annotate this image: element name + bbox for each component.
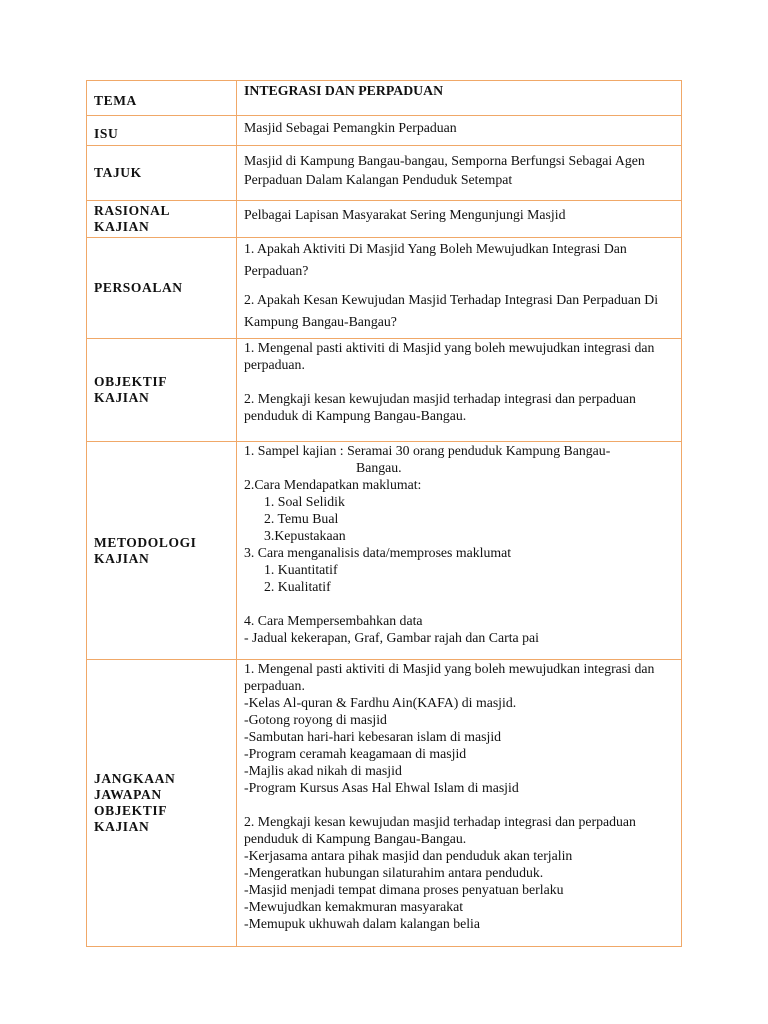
label-rasional-line2: KAJIAN bbox=[94, 219, 150, 234]
label-tema: TEMA bbox=[87, 81, 237, 116]
label-rasional bbox=[87, 201, 237, 238]
metodologi-analisis-item: 2. Kualitatif bbox=[264, 579, 331, 594]
research-table bbox=[86, 80, 682, 947]
spacer bbox=[244, 796, 675, 813]
label-metodologi bbox=[87, 442, 237, 660]
jangkaan-obj2-title: 2. Mengkaji kesan kewujudan masjid terhadap integrasi dan perpaduan penduduk di Kampung Bangau-Bangau. bbox=[244, 814, 636, 846]
label-objektif bbox=[87, 339, 237, 442]
label-objektif-line1: OBJEKTIF bbox=[94, 374, 168, 389]
metodologi-sampel-cont: Bangau. bbox=[356, 460, 402, 475]
row-tema bbox=[87, 81, 682, 116]
metodologi-sampel: 1. Sampel kajian : Seramai 30 orang penduduk Kampung Bangau- bbox=[244, 443, 611, 458]
jangkaan-obj1-item: -Kelas Al-quran & Fardhu Ain(KAFA) di masjid. bbox=[244, 695, 517, 710]
objektif-item-1: 1. Mengenal pasti aktiviti di Masjid yang boleh mewujudkan integrasi dan perpaduan. bbox=[244, 340, 655, 372]
row-tajuk bbox=[87, 146, 682, 201]
value-tema: INTEGRASI DAN PERPADUAN bbox=[237, 81, 682, 116]
jangkaan-obj2-item: -Kerjasama antara pihak masjid dan penduduk akan terjalin bbox=[244, 848, 573, 863]
metodologi-cara-item: 3.Kepustakaan bbox=[264, 528, 346, 543]
value-rasional: Pelbagai Lapisan Masyarakat Sering Mengunjungi Masjid bbox=[237, 201, 682, 238]
label-isu: ISU bbox=[87, 116, 237, 146]
row-objektif bbox=[87, 339, 682, 442]
metodologi-cara-title: 2.Cara Mendapatkan maklumat: bbox=[244, 477, 422, 492]
objektif-item-2: 2. Mengkaji kesan kewujudan masjid terhadap integrasi dan perpaduan penduduk di Kampung Bangau-Bangau. bbox=[244, 391, 636, 423]
label-objektif-line2: KAJIAN bbox=[94, 390, 150, 405]
metodologi-analisis-item: 1. Kuantitatif bbox=[264, 562, 338, 577]
label-jangkaan bbox=[87, 660, 237, 947]
label-jangkaan-line2: JAWAPAN bbox=[94, 787, 162, 802]
label-jangkaan-line3: OBJEKTIF bbox=[94, 803, 168, 818]
label-tajuk: TAJUK bbox=[87, 146, 237, 201]
label-rasional-line1: RASIONAL bbox=[94, 203, 171, 218]
jangkaan-obj1-title: 1. Mengenal pasti aktiviti di Masjid yang boleh mewujudkan integrasi dan perpaduan. bbox=[244, 661, 655, 693]
jangkaan-obj1-item: -Gotong royong di masjid bbox=[244, 712, 387, 727]
metodologi-cara-item: 2. Temu Bual bbox=[264, 511, 339, 526]
value-persoalan bbox=[237, 238, 682, 339]
value-isu: Masjid Sebagai Pemangkin Perpaduan bbox=[237, 116, 682, 146]
row-rasional bbox=[87, 201, 682, 238]
persoalan-item-1: 1. Apakah Aktiviti Di Masjid Yang Boleh Mewujudkan Integrasi Dan Perpaduan? bbox=[244, 241, 627, 278]
jangkaan-obj1-item: -Majlis akad nikah di masjid bbox=[244, 763, 402, 778]
jangkaan-obj1-item: -Sambutan hari-hari kebesaran islam di masjid bbox=[244, 729, 502, 744]
spacer bbox=[244, 373, 675, 390]
row-jangkaan bbox=[87, 660, 682, 947]
row-persoalan bbox=[87, 238, 682, 339]
label-metodologi-line2: KAJIAN bbox=[94, 550, 150, 566]
persoalan-item-2: 2. Apakah Kesan Kewujudan Masjid Terhadap Integrasi Dan Perpaduan Di Kampung Bangau-Bangau? bbox=[244, 292, 659, 329]
value-metodologi bbox=[237, 442, 682, 660]
label-persoalan: PERSOALAN bbox=[87, 238, 237, 339]
jangkaan-obj1-item: -Program ceramah keagamaan di masjid bbox=[244, 746, 467, 761]
metodologi-persembahan-title: 4. Cara Mempersembahkan data bbox=[244, 613, 423, 628]
spacer bbox=[244, 595, 675, 612]
jangkaan-obj2-item: -Mengeratkan hubungan silaturahim antara penduduk. bbox=[244, 865, 544, 880]
row-metodologi bbox=[87, 442, 682, 660]
value-objektif bbox=[237, 339, 682, 442]
jangkaan-obj2-item: -Mewujudkan kemakmuran masyarakat bbox=[244, 899, 464, 914]
value-tajuk: Masjid di Kampung Bangau-bangau, Semporna Berfungsi Sebagai Agen Perpaduan Dalam Kalangan Penduduk Setempat bbox=[237, 146, 682, 201]
jangkaan-obj1-item: -Program Kursus Asas Hal Ehwal Islam di masjid bbox=[244, 780, 519, 795]
metodologi-persembahan-value: - Jadual kekerapan, Graf, Gambar rajah dan Carta pai bbox=[244, 630, 539, 645]
label-metodologi-line1: METODOLOGI bbox=[94, 534, 197, 550]
label-jangkaan-line1: JANGKAAN bbox=[94, 771, 176, 786]
metodologi-analisis-title: 3. Cara menganalisis data/memproses maklumat bbox=[244, 545, 512, 560]
label-jangkaan-line4: KAJIAN bbox=[94, 819, 150, 834]
value-jangkaan bbox=[237, 660, 682, 947]
metodologi-cara-item: 1. Soal Selidik bbox=[264, 494, 345, 509]
jangkaan-obj2-item: -Masjid menjadi tempat dimana proses penyatuan berlaku bbox=[244, 882, 564, 897]
jangkaan-obj2-item: -Memupuk ukhuwah dalam kalangan belia bbox=[244, 916, 481, 931]
row-isu bbox=[87, 116, 682, 146]
